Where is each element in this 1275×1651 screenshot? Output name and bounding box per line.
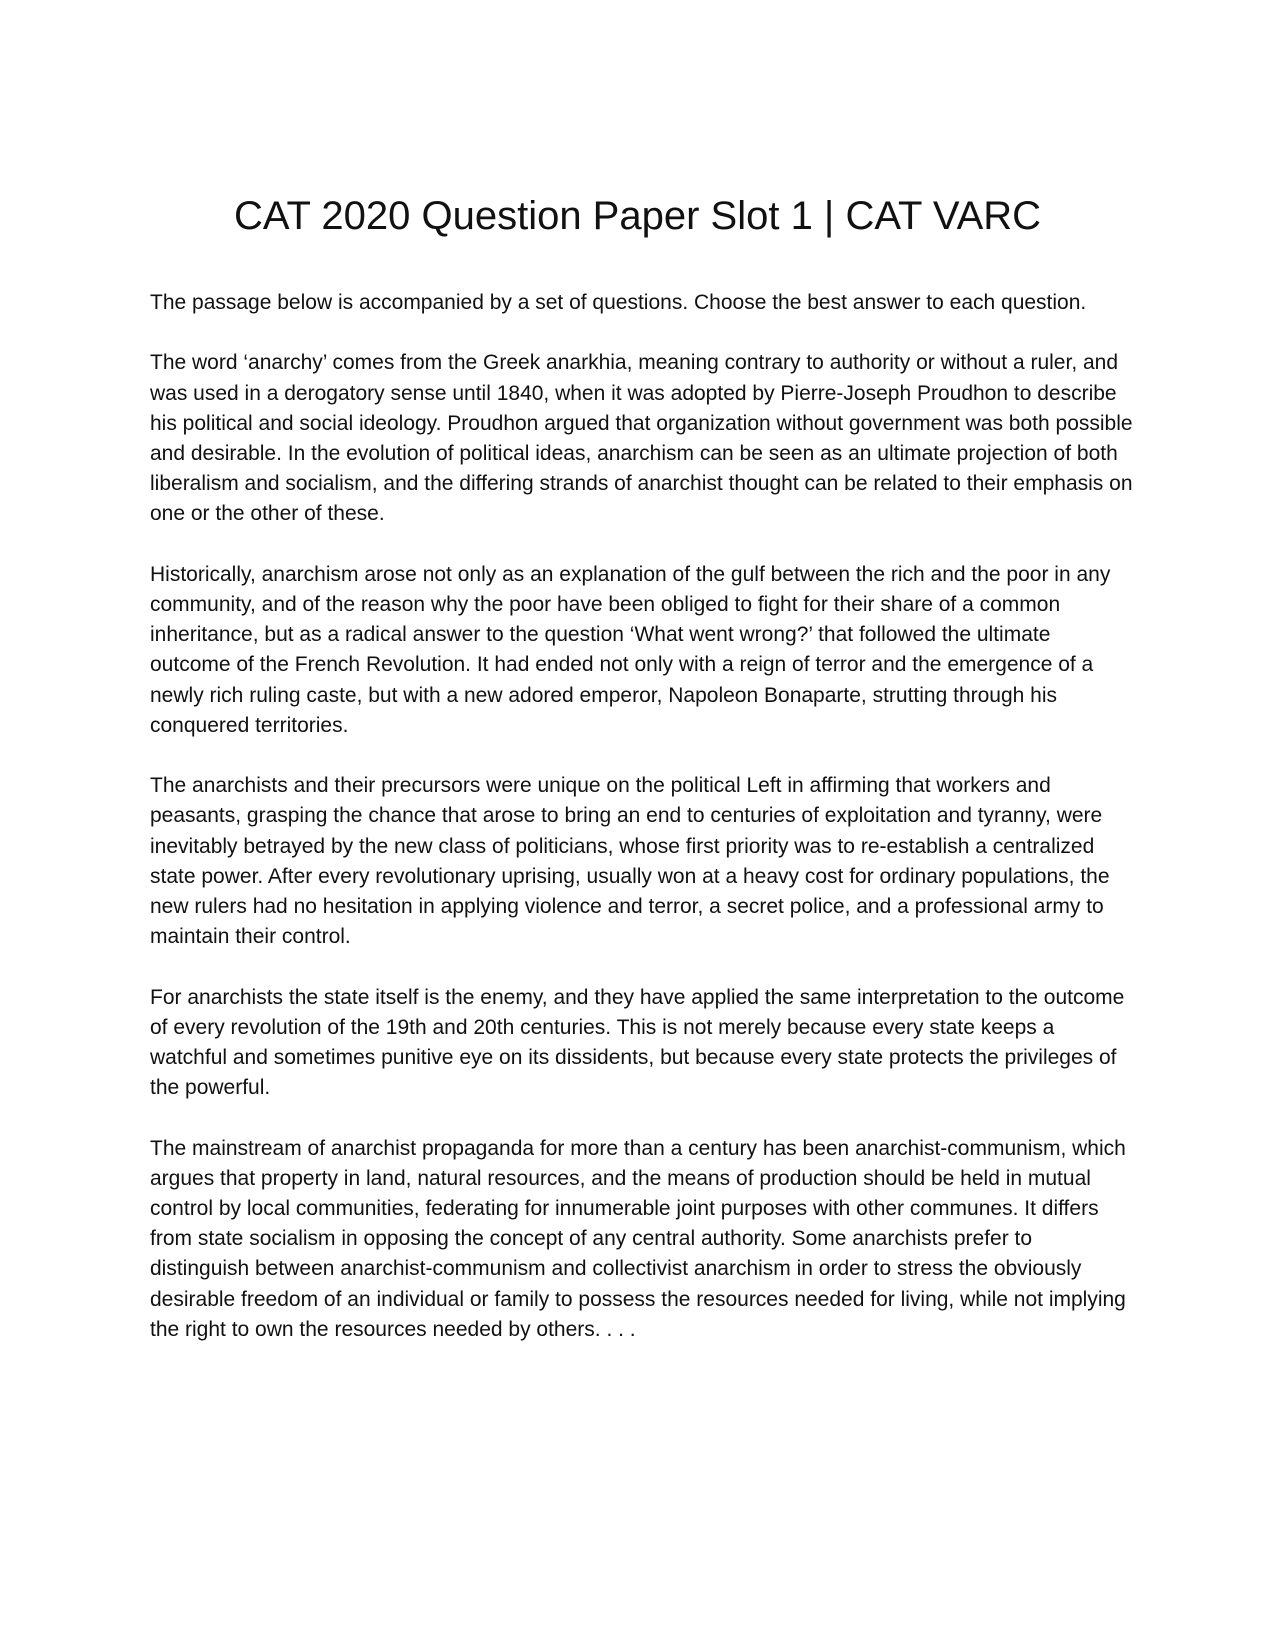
page-title: CAT 2020 Question Paper Slot 1 | CAT VARC (233, 194, 1042, 238)
passage-paragraph-1: The word ‘anarchy’ comes from the Greek anarkhia, meaning contrary to authority or without a ruler, and was used in a derogatory sense until 1840, when it was adopted by Pierre-Joseph Proudhon to describe his political and social ideology. Proudhon argued that organization without government was both possible and desirable. In the evolution of political ideas, anarchism can be seen as an ultimate projection of both liberalism and socialism, and the differing strands of anarchist thought can be related to their emphasis on one or the other of these. (150, 351, 1133, 526)
instructions-paragraph: The passage below is accompanied by a set of questions. Choose the best answer to each question. (150, 291, 1087, 314)
passage-paragraph-5: The mainstream of anarchist propaganda for more than a century has been anarchist-communism, which argues that property in land, natural resources, and the means of production should be held in mutual control by local communities, federating for innumerable joint purposes with other communes. It differs from state socialism in opposing the concept of any central authority. Some anarchists prefer to distinguish between anarchist-communism and collectivist anarchism in order to stress the obviously desirable freedom of an individual or family to possess the resources needed for living, while not implying the right to own the resources needed by others. . . . (150, 1136, 1126, 1341)
passage-paragraph-4: For anarchists the state itself is the enemy, and they have applied the same interpretation to the outcome of every revolution of the 19th and 20th centuries. This is not merely because every state keeps a watchful and sometimes punitive eye on its dissidents, but because every state protects the privileges of the powerful. (150, 985, 1125, 1100)
passage-paragraph-2: Historically, anarchism arose not only as an explanation of the gulf between the rich and the poor in any community, and of the reason why the poor have been obliged to fight for their share of a common inheritance, but as a radical answer to the question ‘What went wrong?’ that followed the ultimate outcome of the French Revolution. It had ended not only with a reign of terror and the emergence of a newly rich ruling caste, but with a new adored emperor, Napoleon Bonaparte, strutting through his conquered territories. (150, 562, 1111, 737)
passage-body (150, 288, 1135, 1375)
passage-paragraph-3: The anarchists and their precursors were unique on the political Left in affirming that workers and peasants, grasping the chance that arose to bring an end to centuries of exploitation and tyranny, were inevitably betrayed by the new class of politicians, whose first priority was to re-establish a centralized state power. After every revolutionary uprising, usually won at a heavy cost for ordinary populations, the new rulers had no hesitation in applying violence and terror, a secret police, and a professional army to maintain their control. (150, 774, 1110, 949)
